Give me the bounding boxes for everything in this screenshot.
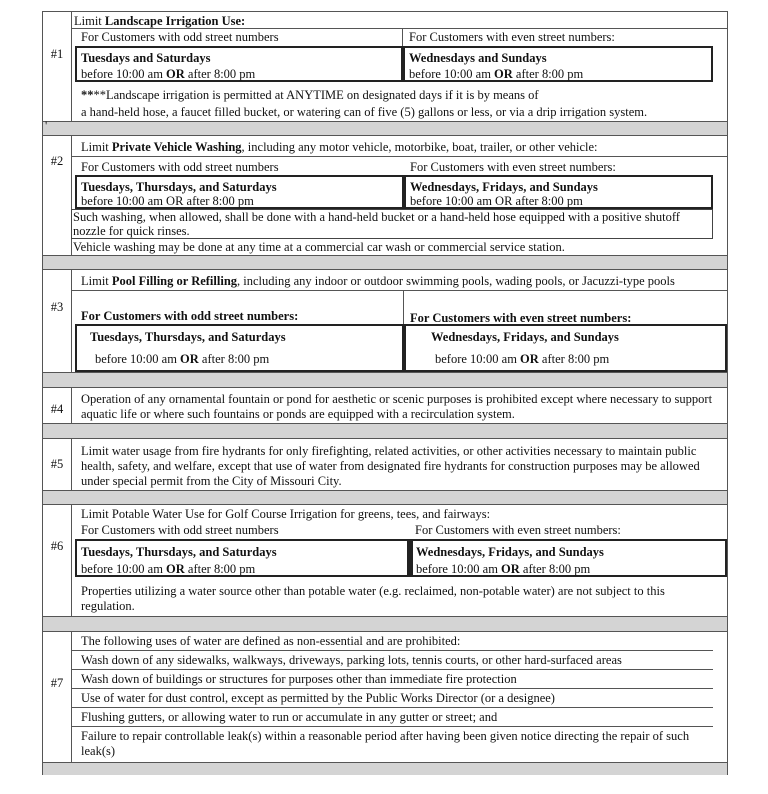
section-separator — [43, 121, 727, 136]
section-6-even-label: For Customers with even street numbers: — [415, 523, 621, 537]
section-separator — [43, 423, 727, 439]
divider — [71, 707, 713, 708]
section-6-odd-label: For Customers with odd street numbers — [81, 523, 279, 537]
section-separator — [43, 490, 727, 505]
section-1-even-label: For Customers with even street numbers: — [409, 30, 615, 44]
section-3-even-days: Wednesdays, Fridays, and Sundays — [431, 330, 619, 344]
section-number-5: #5 — [50, 457, 64, 471]
section-6-even-days: Wednesdays, Fridays, and Sundays — [416, 545, 604, 559]
section-number-3: #3 — [50, 300, 64, 314]
section-number-2: #2 — [50, 154, 64, 168]
section-7-item-intro: The following uses of water are defined as non-essential and are prohibited: — [81, 634, 461, 648]
section-number-6: #6 — [50, 539, 64, 553]
section-number-4: #4 — [50, 402, 64, 416]
section-separator — [43, 372, 727, 388]
divider — [71, 669, 713, 670]
divider — [402, 28, 403, 46]
section-6-note: Properties utilizing a water source other than potable water (e.g. reclaimed, non-potable water) are not subject to this regulation. — [81, 584, 665, 613]
divider — [43, 387, 727, 388]
section-1-note-line-1: ****Landscape irrigation is permitted at ANYTIME on designated days if it is by means of — [81, 88, 539, 102]
divider — [43, 504, 727, 505]
section-3-title: Limit Pool Filling or Refilling, including any indoor or outdoor swimming pools, wading pools, or Jacuzzi-type pools — [81, 274, 675, 288]
section-1-even-days: Wednesdays and Sundays — [409, 51, 547, 65]
section-6-odd-time: before 10:00 am OR after 8:00 pm — [81, 562, 256, 576]
section-3-odd-days: Tuesdays, Thursdays, and Saturdays — [90, 330, 286, 344]
section-1-even-time: before 10:00 am OR after 8:00 pm — [409, 67, 584, 81]
section-6-title: Limit Potable Water Use for Golf Course Irrigation for greens, tees, and fairways: — [81, 507, 491, 521]
separator-mark: ' — [45, 119, 48, 133]
section-1-title: Limit Landscape Irrigation Use: — [74, 14, 246, 28]
section-2-note-1: Such washing, when allowed, shall be done with a hand-held bucket or a hand-held hose equipped with a positive shutoff nozzle for quick rinses. — [73, 210, 680, 238]
divider — [43, 135, 727, 136]
section-3-odd-label: For Customers with odd street numbers: — [81, 309, 299, 323]
restrictions-document — [42, 11, 728, 775]
section-2-note-2: Vehicle washing may be done at any time at a commercial car wash or commercial service station. — [73, 240, 565, 254]
section-separator — [43, 762, 727, 775]
section-2-odd-label: For Customers with odd street numbers — [81, 160, 279, 174]
number-column-divider — [71, 438, 72, 490]
section-7-item: Flushing gutters, or allowing water to run or accumulate in any gutter or street; and — [81, 710, 498, 724]
divider — [43, 269, 727, 270]
divider — [71, 650, 713, 651]
section-2-even-days: Wednesdays, Fridays, and Sundays — [410, 180, 598, 194]
section-separator — [43, 255, 727, 270]
divider — [43, 438, 727, 439]
section-2-odd-days: Tuesdays, Thursdays, and Saturdays — [81, 180, 277, 194]
section-7-item: Wash down of buildings or structures for purposes other than immediate fire protection — [81, 672, 517, 686]
section-2-even-label: For Customers with even street numbers: — [410, 160, 616, 174]
section-2-odd-time: before 10:00 am OR after 8:00 pm — [81, 194, 254, 208]
divider — [403, 290, 404, 324]
section-3-even-label: For Customers with even street numbers: — [410, 311, 632, 325]
section-separator — [43, 616, 727, 632]
number-column-divider — [71, 504, 72, 616]
divider — [71, 688, 713, 689]
section-number-7: #7 — [50, 676, 64, 690]
section-2-title: Limit Private Vehicle Washing, including any motor vehicle, motorbike, boat, trailer, or other vehicle: — [81, 140, 598, 154]
section-1-note-line-2: a hand-held hose, a faucet filled bucket, or watering can of five (5) gallons or less, or via a drip irrigation system. — [81, 105, 648, 119]
divider — [43, 631, 727, 632]
divider — [71, 28, 727, 29]
section-5-text: Limit water usage from fire hydrants for only firefighting, related activities, or other activities necessary to maintain public health, safety, and welfare, except that use of water from designated fire hydrants for construction purposes may be allowed under special permit from the City of Missouri City. — [81, 444, 700, 488]
section-6-odd-days: Tuesdays, Thursdays, and Saturdays — [81, 545, 277, 559]
section-1-odd-days: Tuesdays and Saturdays — [81, 51, 211, 65]
section-6-even-time: before 10:00 am OR after 8:00 pm — [416, 562, 591, 576]
section-3-even-time: before 10:00 am OR after 8:00 pm — [435, 352, 610, 366]
divider — [71, 726, 713, 727]
divider — [71, 290, 727, 291]
section-number-1: #1 — [50, 47, 64, 61]
section-3-odd-time: before 10:00 am OR after 8:00 pm — [95, 352, 270, 366]
section-4-text: Operation of any ornamental fountain or pond for aesthetic or scenic purposes is prohibited except where necessary to support aquatic life or where such fountains or ponds are equipped with a recirculation system. — [81, 392, 713, 421]
section-1-odd-label: For Customers with odd street numbers — [81, 30, 279, 44]
section-7-item: Wash down of any sidewalks, walkways, driveways, parking lots, tennis courts, or other hard-surfaced areas — [81, 653, 622, 667]
section-7-item: Failure to repair controllable leak(s) within a reasonable period after having been given notice directing the repair of such leak(s) — [81, 729, 690, 758]
number-column-divider — [71, 269, 72, 372]
section-1-odd-time: before 10:00 am OR after 8:00 pm — [81, 67, 256, 81]
divider — [71, 156, 727, 157]
section-7-item: Use of water for dust control, except as permitted by the Public Works Director (or a designee) — [81, 691, 555, 705]
number-column-divider — [71, 387, 72, 423]
section-2-even-time: before 10:00 am OR after 8:00 pm — [410, 194, 583, 208]
